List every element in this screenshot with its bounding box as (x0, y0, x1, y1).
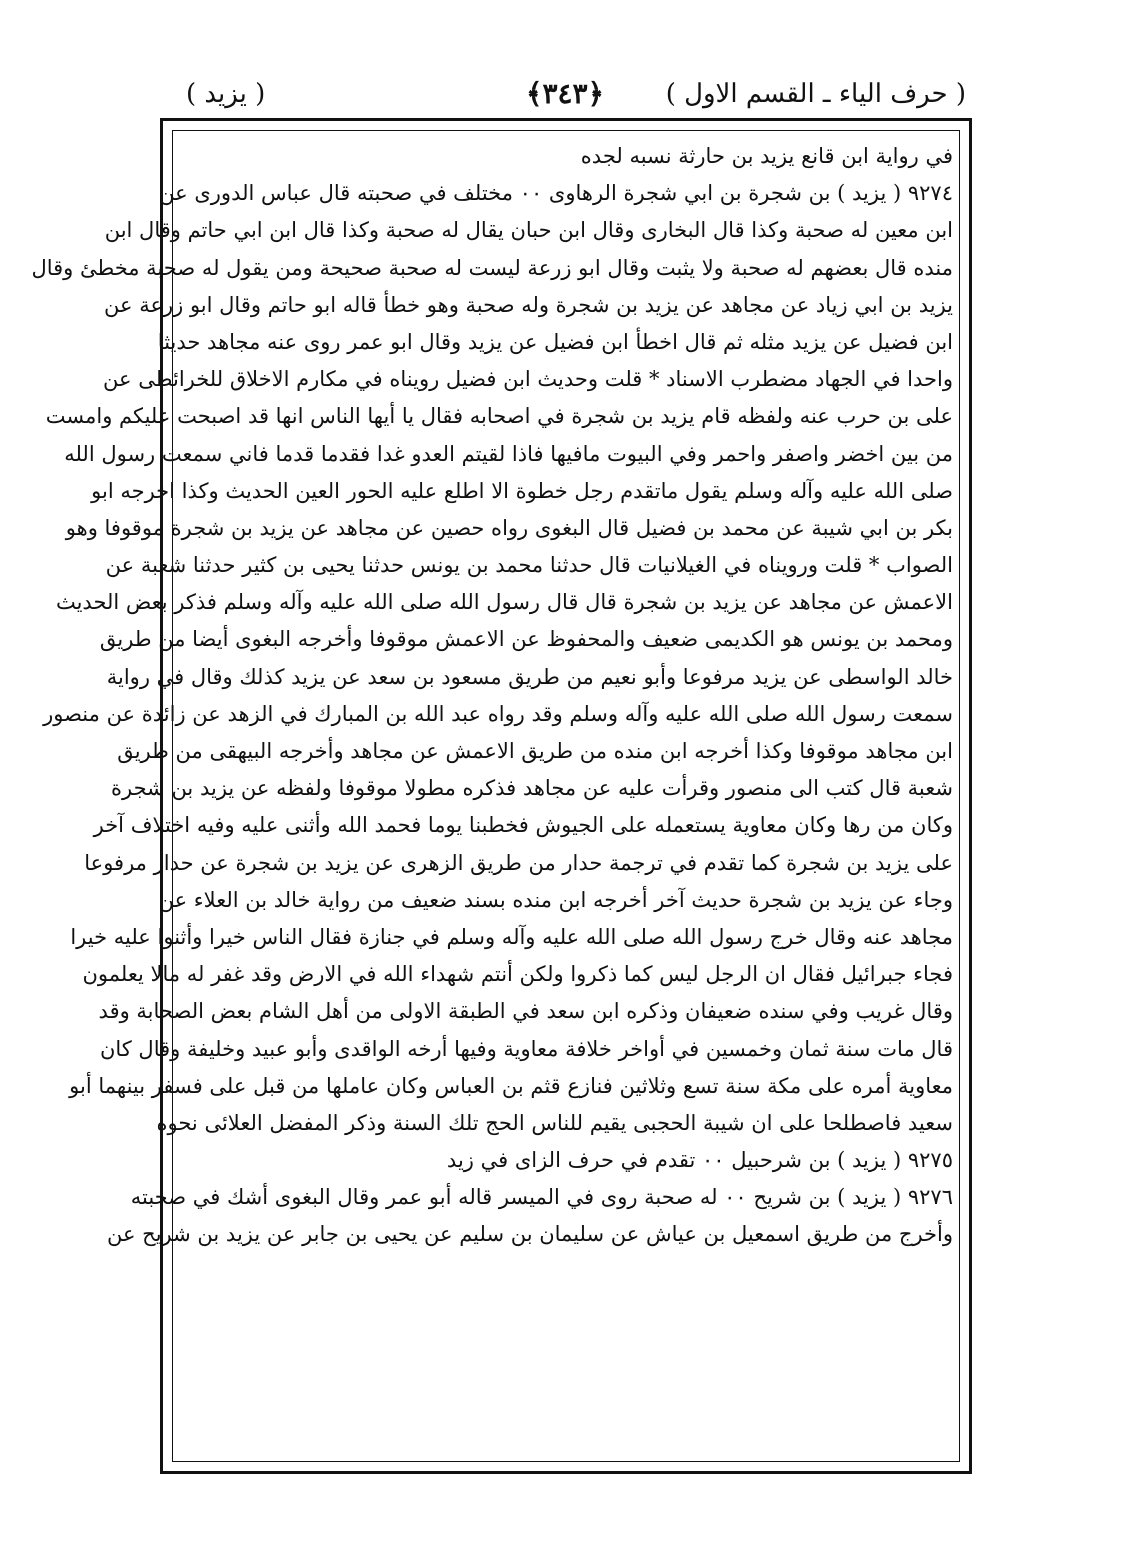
text-line: في رواية ابن قانع يزيد بن حارثة نسبه لجده (580, 144, 953, 168)
page-number: ﴿٣٤٣﴾ (526, 77, 604, 110)
text-line: ومحمد بن يونس هو الكديمى ضعيف والمحفوظ عن الاعمش موقوفا وأخرجه البغوى أيضا من طريق (99, 627, 953, 652)
text-line: معاوية أمره على مكة سنة تسع وثلاثين فنازع قثم بن العباس وكان عاملها من قبل على فسفر بينهما أبو (69, 1073, 953, 1098)
text-line: سعيد فاصطلحا على ان شيبة الحجبى يقيم للناس الحج تلك السنة وذكر المفضل العلائى نحوه (156, 1110, 953, 1135)
text-line: الصواب * قلت ورويناه في الغيلانيات قال حدثنا محمد بن يونس حدثنا يحيى بن كثير حدثنا شعبة عن (105, 553, 953, 578)
text-line: ٩٢٧٦ ( يزيد ) بن شريح ٠٠ له صحبة روى في الميسر قاله أبو عمر وقال البغوى أشك في صحبته (130, 1185, 953, 1210)
text-line: فجاء جبرائيل فقال ان الرجل ليس كما ذكروا ولكن أنتم شهداء الله في الارض وقد غفر له مالا يعلمون (82, 962, 953, 987)
text-line: ابن معين له صحبة وكذا قال البخارى وقال ابن حبان يقال له صحبة وكذا قال ابن ابي حاتم وقال ابن (104, 218, 953, 243)
text-line: على بن حرب عنه ولفظه قام يزيد بن شجرة في اصحابه فقال يا أيها الناس انها قد اصبحت عليكم وامست (45, 404, 953, 429)
text-line: يزيد بن ابي زياد عن مجاهد عن يزيد بن شجرة وله صحبة وهو خطأ قاله ابو حاتم وقال ابو زرعة عن (104, 292, 953, 317)
text-line: الاعمش عن مجاهد عن يزيد بن شجرة قال قال رسول الله صلى الله عليه وآله وسلم فذكر بعض الحديث (55, 590, 953, 615)
text-line: وأخرج من طريق اسمعيل بن عياش عن سليمان بن سليم عن يحيى بن جابر عن يزيد بن شريح عن (106, 1222, 953, 1247)
text-line: ابن فضيل عن يزيد مثله ثم قال اخطأ ابن فضيل عن يزيد وقال ابو عمر روى عنه مجاهد حديثا (157, 329, 953, 354)
text-line: منده قال بعضهم له صحبة ولا يثبت وقال ابو زرعة ليست له صحبة صحيحة ومن يقول له صحبة مخطئ وقال (31, 255, 953, 280)
text-line: وقال غريب وفي سنده ضعيفان وذكره ابن سعد في الطبقة الاولى من أهل الشام بعض الصحابة وقد (98, 999, 953, 1024)
text-line: وكان من رها وكان معاوية يستعمله على الجيوش فخطبنا يوما فحمد الله وأثنى عليه وفيه اختلاف آخر (93, 813, 953, 838)
text-line: صلى الله عليه وآله وسلم يقول ماتقدم رجل خطوة الا اطلع عليه الحور العين الحديث وكذا اخرجه ابو (91, 478, 953, 503)
text-line: ابن مجاهد موقوفا وكذا أخرجه ابن منده من طريق الاعمش عن مجاهد وأخرجه البيهقى من طريق (117, 739, 953, 763)
text-line: ٩٢٧٥ ( يزيد ) بن شرحبيل ٠٠ تقدم في حرف الزاى في زيد (446, 1148, 953, 1173)
section-title: ( حرف الياء ـ القسم الاول ) (665, 79, 966, 109)
text-line: سمعت رسول الله صلى الله عليه وآله وسلم وقد رواه عبد الله بن المبارك في الزهد عن زائدة عن منصور (43, 701, 953, 726)
headword: ( يزيد ) (186, 79, 266, 109)
text-line: بكر بن ابي شيبة عن محمد بن فضيل قال البغوى رواه حصين عن مجاهد عن يزيد بن شجرة موقوفا وهو (65, 515, 953, 540)
text-body (31, 138, 953, 1458)
text-line: قال مات سنة ثمان وخمسين في أواخر خلافة معاوية وفيها أرخه الواقدى وأبو عبيد وخليفة وقال كان (99, 1036, 953, 1061)
text-line: شعبة قال كتب الى منصور وقرأت عليه عن مجاهد فذكره مطولا موقوفا ولفظه عن يزيد بن شجرة (111, 776, 953, 801)
text-line: ٩٢٧٤ ( يزيد ) بن شجرة بن ابي شجرة الرهاوى ٠٠ مختلف في صحبته قال عباس الدورى عن (159, 181, 953, 206)
text-line: وجاء عن يزيد بن شجرة حديث آخر أخرجه ابن منده بسند ضعيف من رواية خالد بن العلاء عن (158, 887, 953, 912)
text-line: من بين اخضر واصفر واحمر وفي البيوت مافيها فاذا لقيتم العدو غدا فقدما قدما فاني سمعت رسول الله (64, 441, 953, 466)
text-line: على يزيد بن شجرة كما تقدم في ترجمة حدار من طريق الزهرى عن يزيد بن شجرة عن حدار مرفوعا (84, 850, 953, 875)
running-head (160, 74, 970, 118)
text-line: واحدا في الجهاد مضطرب الاسناد * قلت وحديث ابن فضيل رويناه في مكارم الاخلاق للخرائطى عن (103, 367, 953, 392)
text-line: خالد الواسطى عن يزيد مرفوعا وأبو نعيم من طريق مسعود بن سعد عن يزيد كذلك وقال في رواية (106, 664, 953, 689)
text-line: مجاهد عنه وقال خرج رسول الله صلى الله عليه وآله وسلم في جنازة فقال الناس خيرا وأثنوا عليه خيرا (70, 924, 953, 949)
